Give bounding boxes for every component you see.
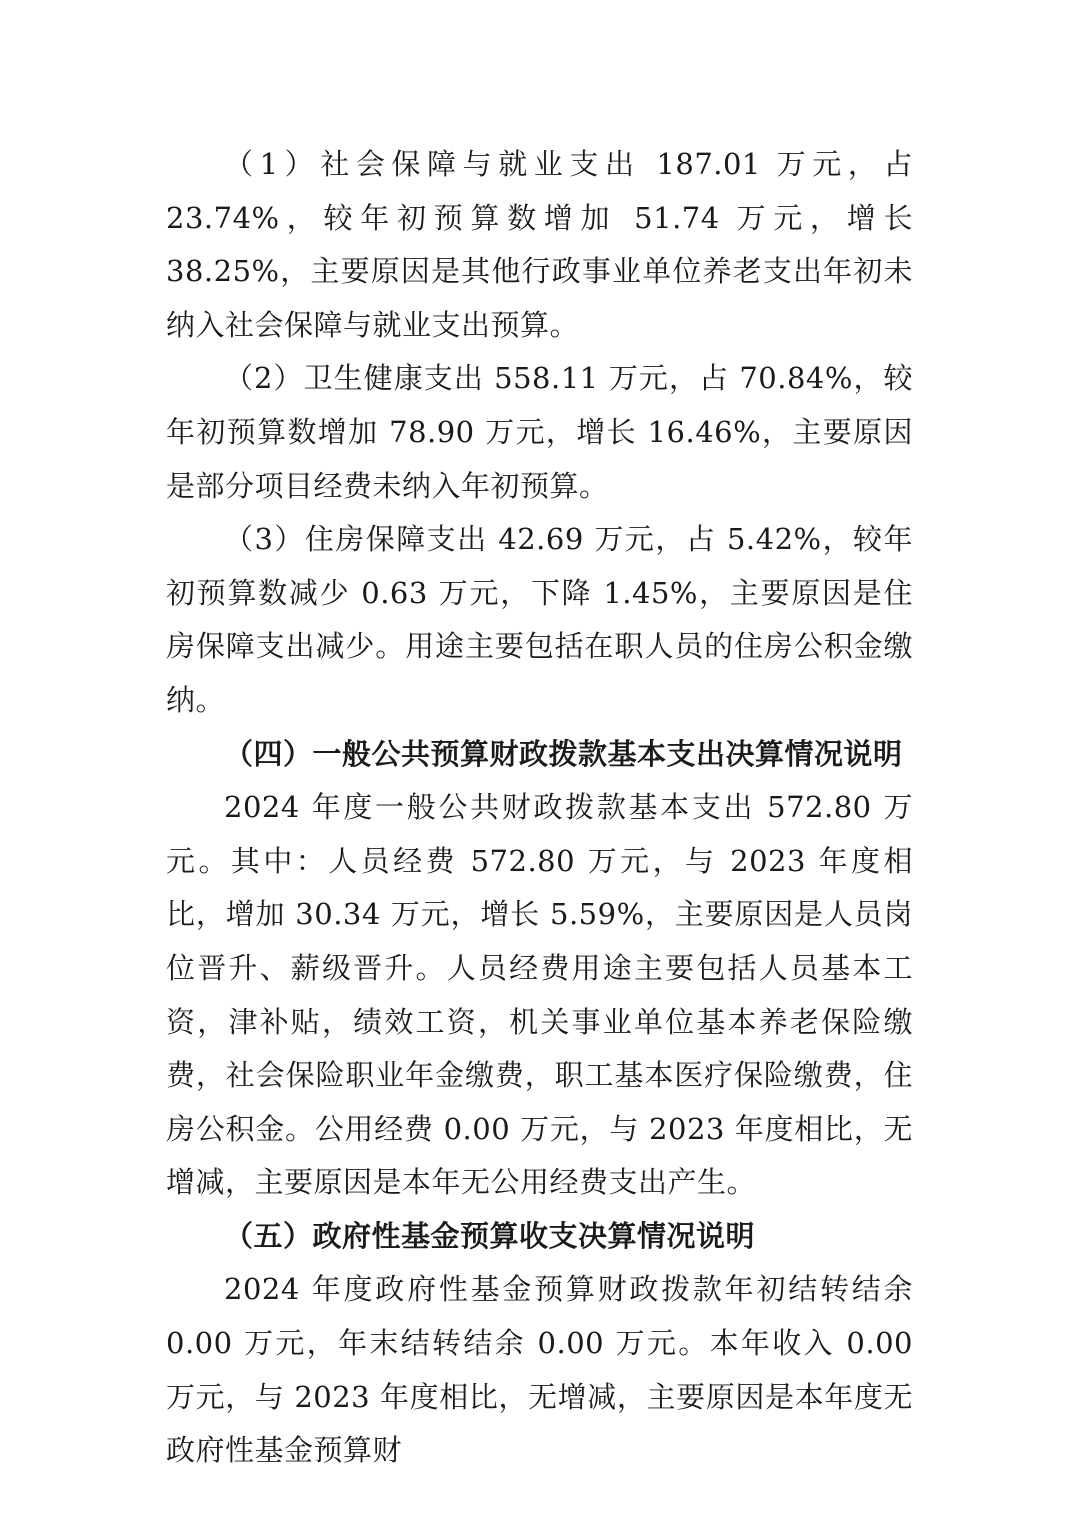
paragraph-government-fund: 2024 年度政府性基金预算财政拨款年初结转结余 0.00 万元，年末结转结余 0.00 万元。本年收入 0.00 万元，与 2023 年度相比，无增减，主要原因是本年度无政府性基金预算财 — [166, 1272, 913, 1468]
section-heading-basic-expenditure: （四）一般公共预算财政拨款基本支出决算情况说明 — [224, 736, 903, 771]
paragraph-housing: （3）住房保障支出 42.69 万元，占 5.42%，较年初预算数减少 0.63 万元，下降 1.45%，主要原因是住房保障支出减少。用途主要包括在职人员的住房公积金缴纳。 — [166, 522, 913, 717]
paragraph-health: （2）卫生健康支出 558.11 万元，占 70.84%，较年初预算数增加 78.90 万元，增长 16.46%，主要原因是部分项目经费未纳入年初预算。 — [166, 361, 913, 503]
paragraph-basic-expenditure: 2024 年度一般公共财政拨款基本支出 572.80 万元。其中：人员经费 572.80 万元，与 2023 年度相比，增加 30.34 万元，增长 5.59%，主要原因是人员岗位晋升、薪级晋升。人员经费用途主要包括人员基本工资，津补贴，绩效工资，机关事业单位基本养老保险缴费，社会保险职业年金缴费，职工基本医疗保险缴费，住房公积金。公用经费 0.00 万元，与 2023 年度相比，无增减，主要原因是本年无公用经费支出产生。 — [166, 790, 913, 1200]
paragraph-social-security: （1）社会保障与就业支出 187.01 万元，占 23.74%，较年初预算数增加 51.74 万元，增长 38.25%，主要原因是其他行政事业单位养老支出年初未纳入社会保障与就业支出预算。 — [166, 147, 913, 342]
section-heading-government-fund: （五）政府性基金预算收支决算情况说明 — [224, 1218, 756, 1253]
document-body — [166, 138, 913, 1478]
